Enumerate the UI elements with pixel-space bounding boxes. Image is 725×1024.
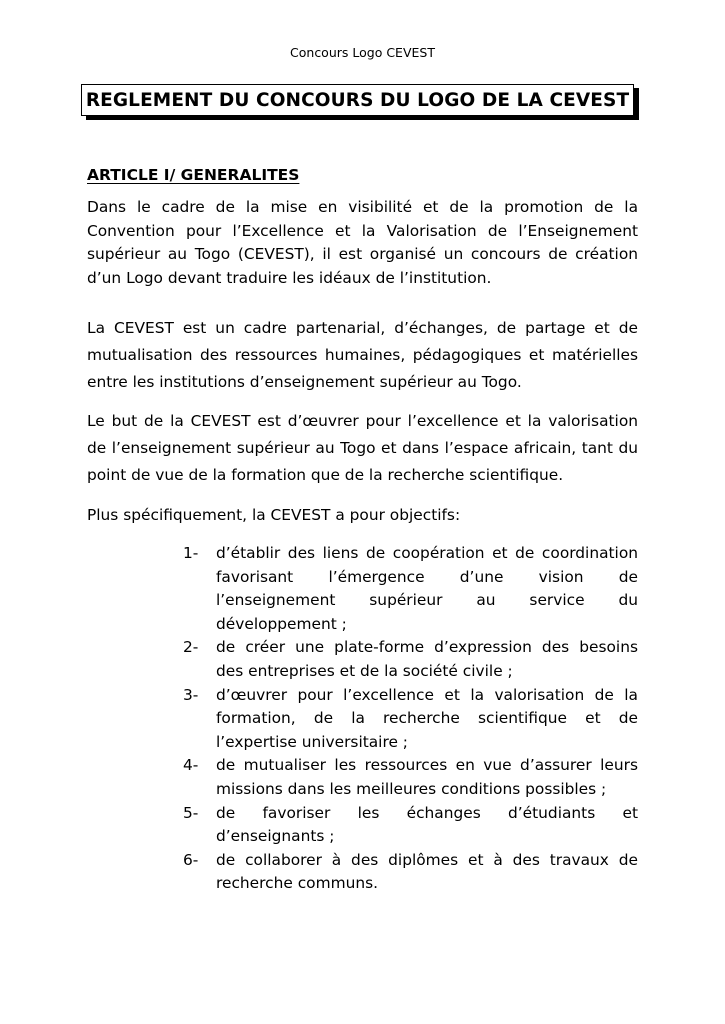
- list-item-number: 4-: [183, 756, 199, 775]
- list-item-number: 2-: [183, 638, 199, 657]
- list-item-text: de créer une plate-forme d’expression des besoins des entreprises et de la société civile ;: [216, 638, 638, 680]
- list-item-text: d’œuvrer pour l’excellence et la valorisation de la formation, de la recherche scientifique et de l’expertise universitaire ;: [216, 685, 638, 751]
- document-title: REGLEMENT DU CONCOURS DU LOGO DE LA CEVEST: [81, 84, 634, 116]
- list-item: [183, 754, 638, 801]
- list-item: [183, 684, 638, 755]
- list-item-text: d’établir des liens de coopération et de coordination favorisant l’émergence d’une vision de l’enseignement supérieur au service du développement ;: [216, 544, 638, 633]
- list-item-number: 1-: [183, 544, 199, 562]
- list-item: [183, 542, 638, 636]
- list-item: [183, 802, 638, 849]
- article-heading: ARTICLE I/ GENERALITES: [87, 166, 300, 184]
- list-item-text: de collaborer à des diplômes et à des travaux de recherche communs.: [216, 850, 638, 893]
- list-item: [183, 849, 638, 896]
- list-item: [183, 636, 638, 683]
- list-item-number: 3-: [183, 685, 199, 704]
- paragraph-definition: La CEVEST est un cadre partenarial, d’échanges, de partage et de mutualisation des ressources humaines, pédagogiques et matérielles entre les institutions d’enseignement supérieur au Togo.: [87, 319, 638, 391]
- list-item-number: 6-: [183, 850, 199, 869]
- paragraph-objectives-intro: Plus spécifiquement, la CEVEST a pour objectifs:: [87, 506, 461, 524]
- list-item-text: de mutualiser les ressources en vue d’assurer leurs missions dans les meilleures conditions possibles ;: [216, 756, 638, 798]
- paragraph-purpose: Le but de la CEVEST est d’œuvrer pour l’excellence et la valorisation de l’enseignement supérieur au Togo et dans l’espace africain, tant du point de vue de la formation que de la recherche scientifique.: [87, 412, 638, 484]
- objectives-list: [183, 542, 638, 896]
- list-item-number: 5-: [183, 803, 199, 822]
- paragraph-intro: Dans le cadre de la mise en visibilité et de la promotion de la Convention pour l’Excellence et la Valorisation de l’Enseignement supérieur au Togo (CEVEST), il est organisé un concours de création d’un Logo devant traduire les idéaux de l’institution.: [87, 198, 638, 288]
- running-header: Concours Logo CEVEST: [290, 45, 435, 60]
- list-item-text: de favoriser les échanges d’étudiants et d’enseignants ;: [216, 803, 638, 846]
